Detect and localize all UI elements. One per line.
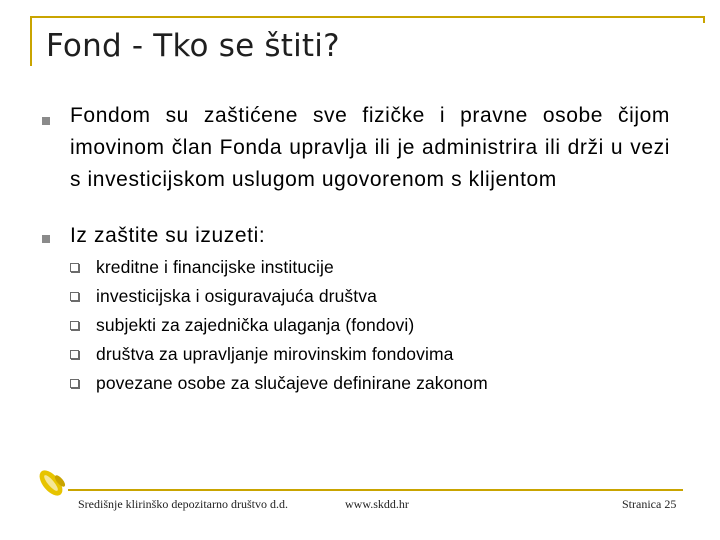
bullet-text-1 — [70, 100, 670, 228]
sub-bullet-marker-1 — [70, 263, 79, 272]
sub-bullet-marker-3 — [70, 321, 79, 330]
title-frame-left-rule — [30, 16, 32, 66]
bullet-marker-1 — [42, 117, 50, 125]
title-frame-right-rule — [703, 16, 705, 23]
sub-bullet-marker-2 — [70, 292, 79, 301]
sub-bullet-text-3: subjekti za zajednička ulaganja (fondovi) — [96, 315, 415, 335]
sub-bullet-text-2: investicijska i osiguravajuća društva — [96, 286, 377, 306]
title-frame-top-rule — [30, 16, 704, 18]
bullet-marker-2 — [42, 235, 50, 243]
footer-rule — [68, 489, 683, 491]
footer-organization: Središnje klirinško depozitarno društvo d.d. — [78, 497, 288, 511]
skdd-logo-icon — [34, 466, 68, 500]
bullet-text-2: Iz zaštite su izuzeti: — [70, 224, 266, 247]
sub-bullet-text-5: povezane osobe za slučajeve definirane zakonom — [96, 373, 488, 393]
slide-title: Fond - Tko se štiti? — [46, 28, 340, 64]
footer-page-number: Stranica 25 — [622, 497, 677, 511]
footer-website-link[interactable]: www.skdd.hr — [345, 497, 409, 511]
sub-bullet-text-1: kreditne i financijske institucije — [96, 257, 334, 277]
sub-bullet-text-4: društva za upravljanje mirovinskim fondovima — [96, 344, 454, 364]
bullet-text-1-content: Fondom su zaštićene sve fizičke i pravne osobe čijom imovinom član Fonda upravlja ili je administrira ili drži u vezi s investicijskom uslugom ugovorenom s klijentom — [70, 104, 670, 191]
sub-bullet-marker-4 — [70, 350, 79, 359]
sub-bullet-marker-5 — [70, 379, 79, 388]
